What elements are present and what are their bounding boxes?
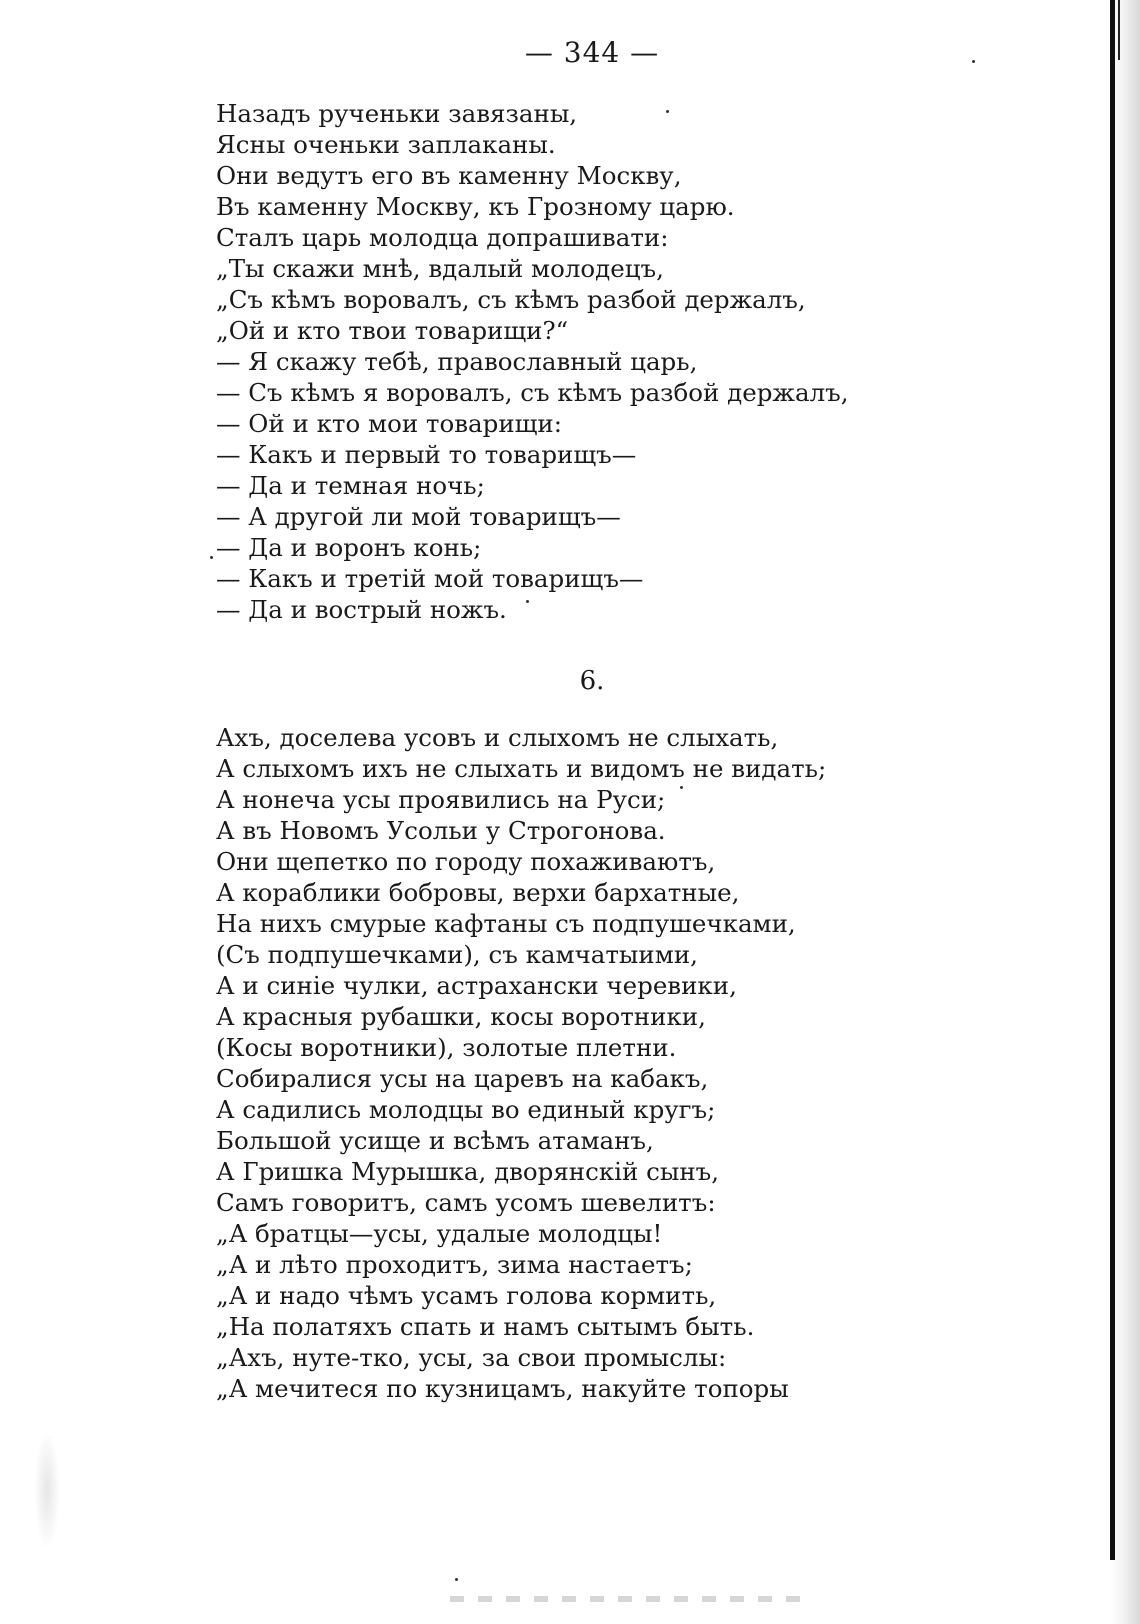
verse-line: Собиралися усы на царевъ на кабакъ, [216,1064,709,1093]
verse-line: „На полатяхъ спать и намъ сытымъ быть. [216,1312,755,1341]
verse-line: Назадъ рученьки завязаны, [216,99,578,128]
verse-line: (Съ подпушечками), съ камчатыими, [216,940,698,969]
verse-line: „А братцы—усы, удалые молодцы! [216,1219,663,1248]
verse-line: А красныя рубашки, косы воротники, [216,1002,706,1031]
verse-line: „А и надо чѣмъ усамъ голова кормить, [216,1281,717,1310]
verse-line: — Съ кѣмъ я воровалъ, съ кѣмъ разбой держалъ, [216,378,849,407]
verse-line: „Ахъ, нуте-тко, усы, за свои промыслы: [216,1343,727,1372]
verse-line: „Ты скажи мнѣ, вдалый молодецъ, [216,254,664,283]
scan-speck [210,556,213,559]
verse-line: А слыхомъ ихъ не слыхать и видомъ не видать; [216,754,827,783]
section-number: 6. [579,666,605,696]
verse-line: А въ Новомъ Усольи у Строгонова. [216,816,666,845]
verse-block-1 [216,98,849,625]
verse-line: Ясны оченьки заплаканы. [216,130,556,159]
verse-line: — Какъ и третій мой товарищъ— [216,564,644,593]
verse-line: Ахъ, доселева усовъ и слыхомъ не слыхать, [216,723,779,752]
verse-line: — Да и темная ночь; [216,471,485,500]
verse-line: (Косы воротники), золотые плетни. [216,1033,677,1062]
verse-line: Самъ говоритъ, самъ усомъ шевелитъ: [216,1188,716,1217]
verse-line: — Ой и кто мои товарищи: [216,409,563,438]
verse-line: — Какъ и первый то товарищъ— [216,440,637,469]
verse-line: Въ каменну Москву, къ Грозному царю. [216,192,735,221]
verse-line: „Ой и кто твои товарищи?“ [216,316,569,345]
verse-line: „А мечитеся по кузницамъ, накуйте топоры [216,1374,789,1403]
verse-line: — Да и вострый ножъ. [216,595,507,624]
scan-bottom-artifact [450,1596,810,1602]
verse-line: Они щепетко по городу похаживаютъ, [216,847,716,876]
verse-line: — А другой ли мой товарищъ— [216,502,621,531]
verse-block-2 [216,722,826,1404]
verse-line: А нонеча усы проявились на Руси; [216,785,666,814]
verse-line: А Гришка Мурышка, дворянскій сынъ, [216,1157,720,1186]
page-number: — 344 — [524,36,660,69]
verse-line: — Я скажу тебѣ, православный царь, [216,347,698,376]
verse-line: „А и лѣто проходитъ, зима настаетъ; [216,1250,693,1279]
verse-line: Большой усище и всѣмъ атаманъ, [216,1126,654,1155]
verse-line: А и синіе чулки, астрахански черевики, [216,971,737,1000]
verse-line: „Съ кѣмъ воровалъ, съ кѣмъ разбой держалъ, [216,285,806,314]
verse-line: Сталъ царь молодца допрашивати: [216,223,669,252]
scan-smudge [34,1430,60,1550]
verse-line: На нихъ смурые кафтаны съ подпушечками, [216,909,796,938]
scan-speck [455,1578,458,1581]
verse-line: А садились молодцы во единый кругъ; [216,1095,716,1124]
page-binding-edge [1110,0,1115,1560]
verse-line: Они ведутъ его въ каменну Москву, [216,161,682,190]
verse-line: А кораблики бобровы, верхи бархатные, [216,878,740,907]
verse-line: — Да и воронъ конь; [216,533,482,562]
